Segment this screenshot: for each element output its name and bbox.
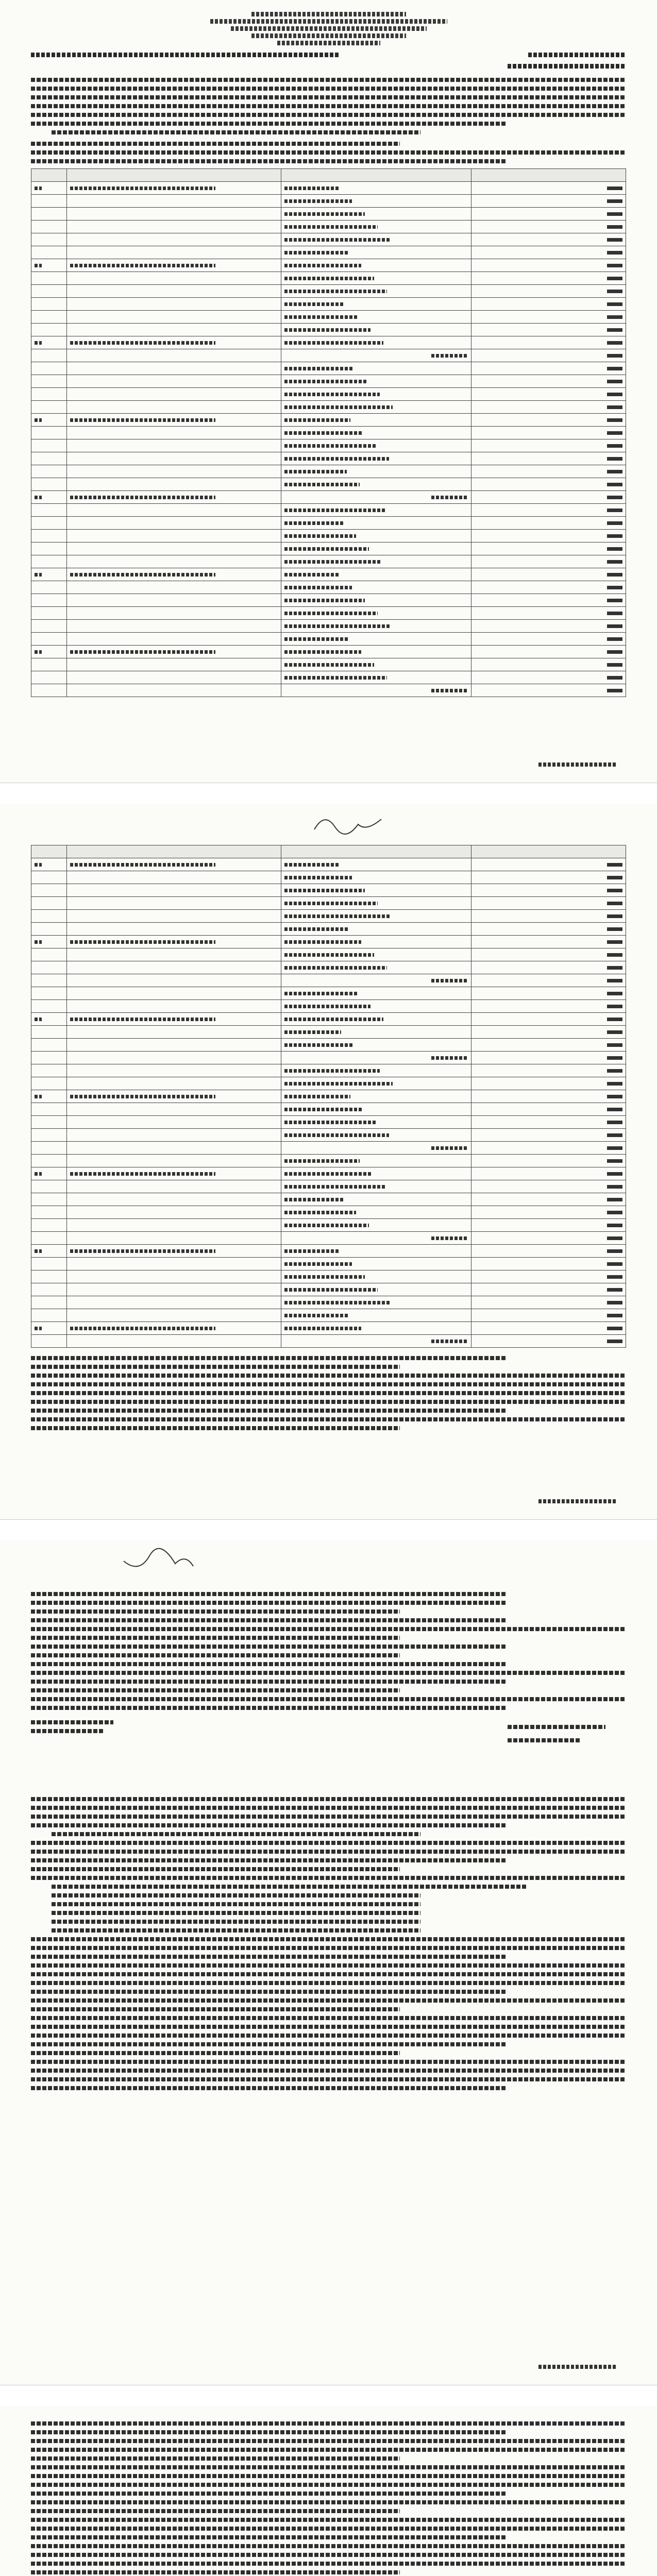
- table-row: [31, 182, 626, 195]
- form-fields: [31, 1592, 626, 1710]
- page-1: [0, 0, 657, 783]
- table-row: [31, 221, 626, 233]
- table-row: [31, 974, 626, 987]
- table-row: [31, 375, 626, 388]
- table-row: [31, 491, 626, 504]
- column-header: [31, 169, 67, 182]
- table-row: [31, 961, 626, 974]
- table-row: [31, 543, 626, 555]
- table-row: [31, 1129, 626, 1142]
- handwritten-initials: [119, 1546, 196, 1577]
- table-row: [31, 478, 626, 491]
- page-footer: [538, 2365, 616, 2369]
- table-row: [31, 324, 626, 336]
- table-row: [31, 658, 626, 671]
- table-row: [31, 1077, 626, 1090]
- table-row: [31, 620, 626, 633]
- table-row: [31, 1155, 626, 1167]
- table-row: [31, 414, 626, 427]
- table-row: [31, 259, 626, 272]
- table-row: [31, 1116, 626, 1129]
- table-row: [31, 1064, 626, 1077]
- handwritten-initials: [309, 809, 386, 840]
- column-header: [471, 169, 626, 182]
- table-row: [31, 555, 626, 568]
- page-footer: [538, 1499, 616, 1503]
- table-row: [31, 987, 626, 1000]
- table-row: [31, 427, 626, 439]
- letterhead: [0, 0, 657, 45]
- table-row: [31, 272, 626, 285]
- section-heading: [31, 142, 626, 163]
- table-row: [31, 1322, 626, 1335]
- table-row: [31, 336, 626, 349]
- table-row: [31, 349, 626, 362]
- table-row: [31, 936, 626, 948]
- column-header: [67, 169, 281, 182]
- table-row: [31, 1167, 626, 1180]
- table-row: [31, 452, 626, 465]
- conditions-section: [31, 1797, 626, 2090]
- table-row: [31, 246, 626, 259]
- table-row: [31, 1335, 626, 1348]
- table-row: [31, 1206, 626, 1219]
- table-row: [31, 362, 626, 375]
- table-row: [31, 195, 626, 208]
- table-row: [31, 439, 626, 452]
- table-row: [31, 948, 626, 961]
- intro-paragraph: [31, 78, 626, 134]
- table-row: [31, 1103, 626, 1116]
- table-body: [31, 858, 626, 1348]
- procedure-section: [31, 2421, 626, 2576]
- table-row: [31, 465, 626, 478]
- column-header: [281, 169, 471, 182]
- table-header-row: [31, 845, 626, 858]
- table-row: [31, 884, 626, 897]
- table-row: [31, 1000, 626, 1013]
- table-row: [31, 607, 626, 620]
- table-row: [31, 1258, 626, 1270]
- table-row: [31, 1052, 626, 1064]
- form-title: [0, 1577, 657, 1587]
- applicant-signature-block: [31, 1720, 626, 1792]
- table-row: [31, 1296, 626, 1309]
- table-header-row: [31, 169, 626, 182]
- table-row: [31, 581, 626, 594]
- table-row: [31, 1245, 626, 1258]
- table-row: [31, 1090, 626, 1103]
- table-row: [31, 1142, 626, 1155]
- memo-date: [528, 53, 626, 57]
- column-header: [471, 845, 626, 858]
- table-row: [31, 285, 626, 298]
- table-row: [31, 1309, 626, 1322]
- table-row: [31, 858, 626, 871]
- column-header: [281, 845, 471, 858]
- table-row: [31, 1219, 626, 1232]
- notes-paragraph: [31, 1356, 626, 1430]
- table-row: [31, 1026, 626, 1039]
- table-row: [31, 871, 626, 884]
- table-row: [31, 401, 626, 414]
- table-row: [31, 910, 626, 923]
- table-row: [31, 208, 626, 221]
- table-row: [31, 568, 626, 581]
- table-row: [31, 504, 626, 517]
- table-row: [31, 594, 626, 607]
- table-row: [31, 311, 626, 324]
- column-header: [67, 845, 281, 858]
- page-3: [0, 1540, 657, 2385]
- memo-row: [31, 53, 626, 73]
- table-row: [31, 298, 626, 311]
- table-row: [31, 633, 626, 646]
- column-header: [31, 845, 67, 858]
- table-row: [31, 388, 626, 401]
- page-2: [0, 804, 657, 1520]
- table-row: [31, 923, 626, 936]
- table-row: [31, 684, 626, 697]
- table-row: [31, 897, 626, 910]
- page-footer: [538, 762, 616, 767]
- table-row: [31, 530, 626, 543]
- table-row: [31, 1270, 626, 1283]
- allocation-table-1: [31, 168, 626, 697]
- table-row: [31, 1013, 626, 1026]
- table-row: [31, 1283, 626, 1296]
- table-row: [31, 646, 626, 658]
- table-body: [31, 182, 626, 697]
- table-row: [31, 1193, 626, 1206]
- table-row: [31, 233, 626, 246]
- table-row: [31, 517, 626, 530]
- table-row: [31, 1232, 626, 1245]
- memo-number: [31, 53, 340, 57]
- allocation-table-2: [31, 845, 626, 1348]
- table-row: [31, 1180, 626, 1193]
- page-4: [0, 2406, 657, 2576]
- table-row: [31, 671, 626, 684]
- table-row: [31, 1039, 626, 1052]
- memo-date-alt: [508, 64, 626, 69]
